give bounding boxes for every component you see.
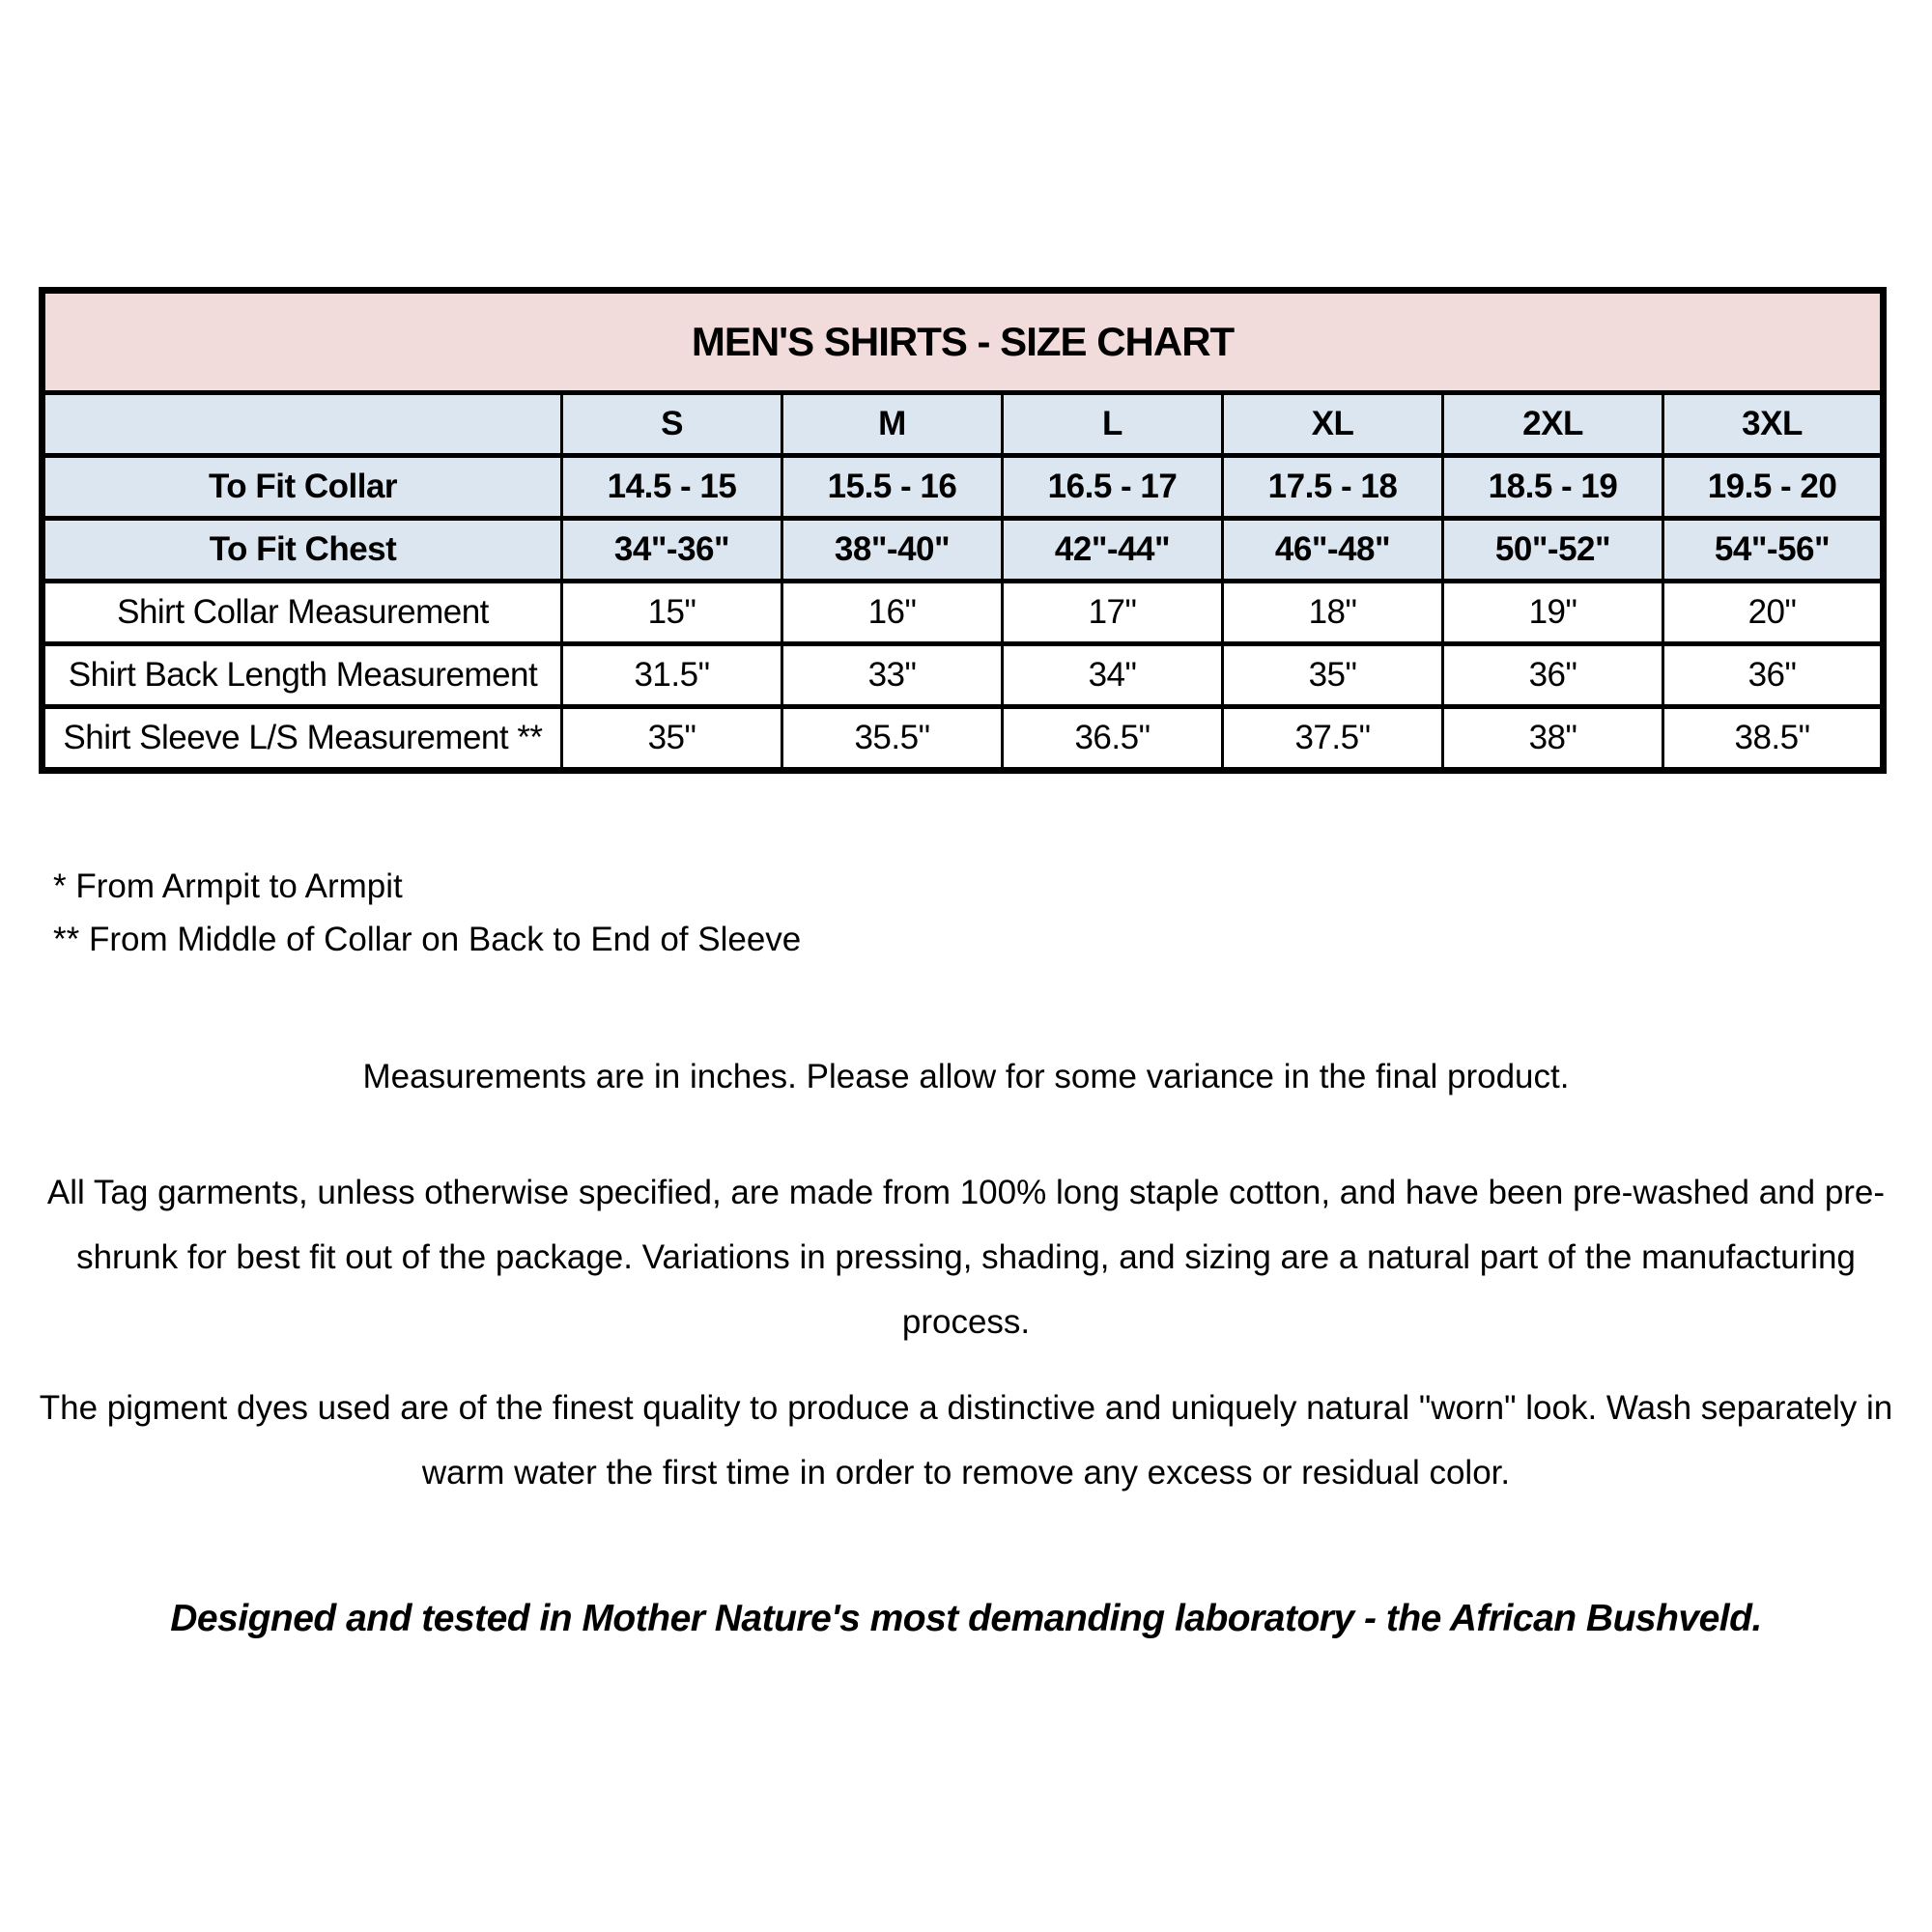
table-cell: 18.5 - 19 <box>1443 456 1663 519</box>
fabric-paragraph-line: shrunk for best fit out of the package. Variations in pressing, shading, and sizing are a natural part of the manufacturing <box>76 1238 1856 1276</box>
dye-paragraph <box>0 1376 1932 1505</box>
table-title: MEN'S SHIRTS - SIZE CHART <box>43 291 1884 393</box>
measurements-note: Measurements are in inches. Please allow for some variance in the final product. <box>362 1058 1570 1095</box>
table-row-to-fit-chest <box>43 519 1884 582</box>
table-row-shirt-sleeve <box>43 707 1884 771</box>
table-row-shirt-collar <box>43 582 1884 644</box>
table-cell: 38.5" <box>1663 707 1884 771</box>
size-column-2xl: 2XL <box>1443 393 1663 456</box>
table-cell: 50"-52" <box>1443 519 1663 582</box>
table-cell: 15" <box>562 582 782 644</box>
table-cell: 17" <box>1003 582 1223 644</box>
footnotes <box>53 866 1932 961</box>
footnote-sleeve: ** From Middle of Collar on Back to End of Sleeve <box>53 921 802 958</box>
row-label-shirt-collar: Shirt Collar Measurement <box>43 582 562 644</box>
table-cell: 36" <box>1443 644 1663 707</box>
dye-paragraph-line: warm water the first time in order to remove any excess or residual color. <box>421 1454 1511 1492</box>
table-cell: 37.5" <box>1223 707 1443 771</box>
table-cell: 34"-36" <box>562 519 782 582</box>
row-label-shirt-back-length: Shirt Back Length Measurement <box>43 644 562 707</box>
fabric-paragraph-line: All Tag garments, unless otherwise specified, are made from 100% long staple cotton, and have been pre-washed and pre- <box>46 1174 1886 1211</box>
size-column-s: S <box>562 393 782 456</box>
table-row-shirt-back-length <box>43 644 1884 707</box>
table-cell: 38"-40" <box>782 519 1003 582</box>
table-cell: 36.5" <box>1003 707 1223 771</box>
table-cell: 36" <box>1663 644 1884 707</box>
table-cell: 18" <box>1223 582 1443 644</box>
row-label-to-fit-collar: To Fit Collar <box>43 456 562 519</box>
table-cell: 34" <box>1003 644 1223 707</box>
table-cell: 38" <box>1443 707 1663 771</box>
table-cell: 15.5 - 16 <box>782 456 1003 519</box>
table-cell: 35" <box>562 707 782 771</box>
table-cell: 35" <box>1223 644 1443 707</box>
row-label-to-fit-chest: To Fit Chest <box>43 519 562 582</box>
tagline: Designed and tested in Mother Nature's most demanding laboratory - the African Bushveld. <box>170 1598 1762 1639</box>
fabric-paragraph-line: process. <box>901 1303 1031 1341</box>
table-cell: 19.5 - 20 <box>1663 456 1884 519</box>
size-header-row <box>43 393 1884 456</box>
size-column-l: L <box>1003 393 1223 456</box>
table-cell: 33" <box>782 644 1003 707</box>
header-empty-cell <box>43 393 562 456</box>
dye-paragraph-line: The pigment dyes used are of the finest quality to produce a distinctive and uniquely natural "worn" look. Wash separately in <box>39 1389 1893 1427</box>
table-cell: 16" <box>782 582 1003 644</box>
fabric-paragraph <box>0 1160 1932 1354</box>
table-cell: 20" <box>1663 582 1884 644</box>
table-cell: 19" <box>1443 582 1663 644</box>
footnote-armpit: * From Armpit to Armpit <box>53 867 403 905</box>
table-cell: 17.5 - 18 <box>1223 456 1443 519</box>
table-cell: 16.5 - 17 <box>1003 456 1223 519</box>
table-cell: 54"-56" <box>1663 519 1884 582</box>
table-cell: 31.5" <box>562 644 782 707</box>
table-cell: 35.5" <box>782 707 1003 771</box>
table-cell: 14.5 - 15 <box>562 456 782 519</box>
size-column-3xl: 3XL <box>1663 393 1884 456</box>
row-label-shirt-sleeve: Shirt Sleeve L/S Measurement ** <box>43 707 562 771</box>
size-chart-table <box>39 287 1887 774</box>
size-column-xl: XL <box>1223 393 1443 456</box>
table-cell: 42"-44" <box>1003 519 1223 582</box>
table-cell: 46"-48" <box>1223 519 1443 582</box>
size-column-m: M <box>782 393 1003 456</box>
table-row-to-fit-collar <box>43 456 1884 519</box>
table-title-row <box>43 291 1884 393</box>
